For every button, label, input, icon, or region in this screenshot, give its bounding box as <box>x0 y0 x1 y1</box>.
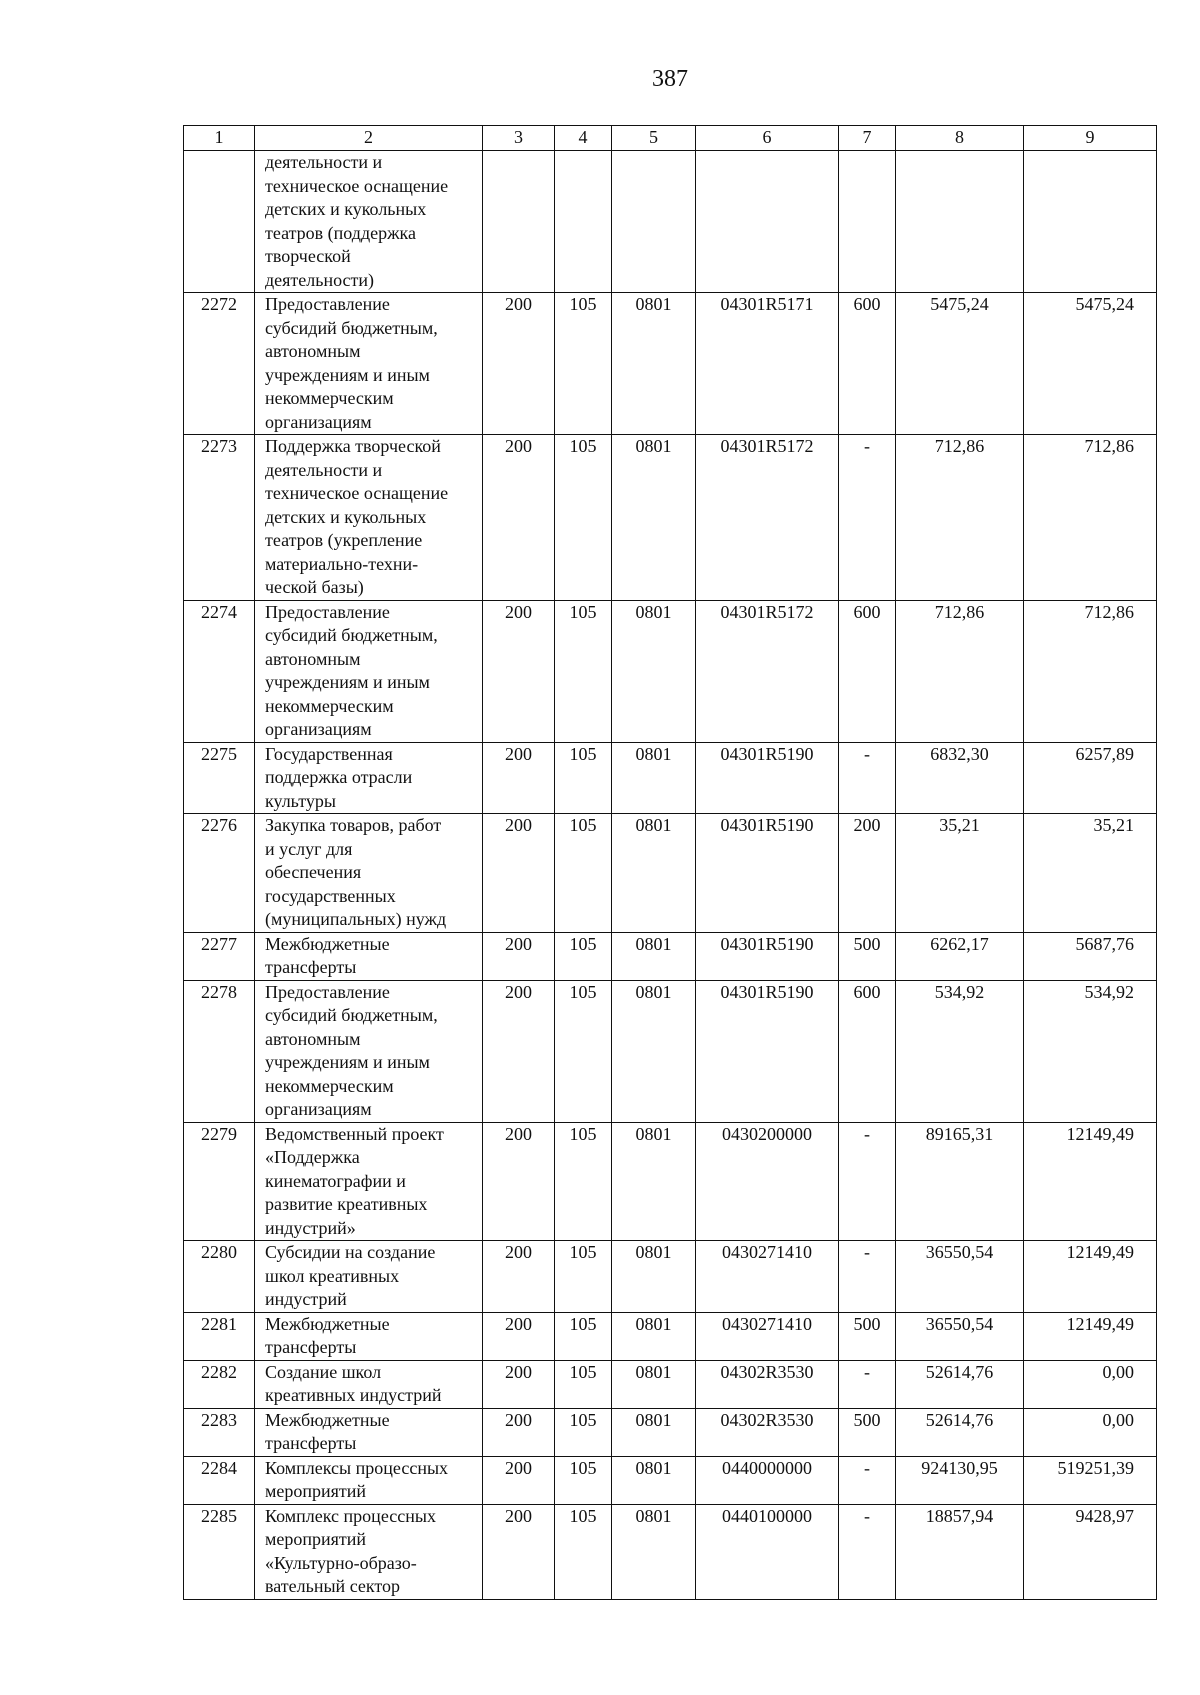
table-row <box>184 1456 1157 1504</box>
header-col-8: 8 <box>896 126 1024 151</box>
col-8-value-text: 36550,54 <box>925 1242 994 1262</box>
col-7-value <box>839 1241 896 1313</box>
row-name-text: Поддержка творческой деятельности и техническое оснащение детских и кукольных театров (укрепление материально-техни- ческой базы) <box>265 436 449 597</box>
col-3-value <box>483 980 555 1122</box>
col-6-value-text: 04301R5190 <box>720 933 814 954</box>
col-3-value <box>483 151 555 293</box>
col-9-value <box>1024 1408 1157 1456</box>
col-7-value-text: 500 <box>853 933 881 954</box>
col-8-value <box>896 1408 1024 1456</box>
col-9-value-text: 35,21 <box>1093 815 1134 835</box>
col-8-value-text: 18857,94 <box>925 1505 994 1526</box>
col-5-value-text: 0801 <box>635 1123 672 1144</box>
row-number <box>184 293 255 435</box>
col-7-value-text: - <box>864 1457 870 1478</box>
col-9-value-text: 12149,49 <box>1066 1123 1134 1144</box>
row-name-text: Комплексы процессных мероприятий <box>265 1457 449 1501</box>
col-8-value <box>896 980 1024 1122</box>
col-6-value <box>696 1241 839 1313</box>
col-6-value-text: 0430271410 <box>722 1313 812 1334</box>
col-8-value-text: 35,21 <box>939 815 980 835</box>
col-4-value <box>555 1360 612 1408</box>
col-8-value <box>896 1122 1024 1241</box>
col-4-value <box>555 980 612 1122</box>
col-9-value <box>1024 932 1157 980</box>
col-3-value-text: 200 <box>505 1242 532 1262</box>
col-7-value-text: 500 <box>853 1409 881 1430</box>
col-4-value <box>555 1408 612 1456</box>
row-number <box>184 1504 255 1599</box>
col-5-value <box>612 1312 696 1360</box>
col-5-value <box>612 435 696 601</box>
row-number-text: 2279 <box>201 1123 237 1144</box>
col-8-value <box>896 1241 1024 1313</box>
col-5-value <box>612 1504 696 1599</box>
col-3-value <box>483 435 555 601</box>
col-8-value-text: 712,86 <box>934 601 985 622</box>
row-name-text: Закупка товаров, работ и услуг для обеспечения государственных (муниципальных) нужд <box>265 815 447 929</box>
col-7-value <box>839 435 896 601</box>
row-number-text: 2281 <box>201 1313 237 1334</box>
col-4-value-text: 105 <box>569 933 597 954</box>
col-5-value-text: 0801 <box>635 1242 672 1262</box>
col-5-value-text: 0801 <box>635 601 672 622</box>
col-3-value-text: 200 <box>505 1409 532 1430</box>
col-6-value <box>696 1122 839 1241</box>
col-7-value-text: - <box>864 1242 870 1262</box>
col-9-value-text: 712,86 <box>1084 601 1134 622</box>
col-3-value <box>483 814 555 933</box>
col-8-value-text: 5475,24 <box>930 294 989 314</box>
table-row <box>184 980 1157 1122</box>
col-9-value-text: 534,92 <box>1084 981 1134 1002</box>
col-7-value <box>839 1312 896 1360</box>
col-5-value-text: 0801 <box>635 1505 672 1526</box>
row-number <box>184 1408 255 1456</box>
row-number-text: 2276 <box>201 815 237 835</box>
col-5-value-text: 0801 <box>635 1313 672 1334</box>
row-name <box>255 1456 483 1504</box>
row-number-text: 2280 <box>201 1242 237 1262</box>
col-8-value-text: 36550,54 <box>925 1313 994 1334</box>
col-4-value <box>555 293 612 435</box>
col-3-value-text: 200 <box>505 1361 532 1382</box>
col-4-value-text: 105 <box>569 1313 597 1334</box>
col-6-value <box>696 1456 839 1504</box>
col-6-value <box>696 742 839 814</box>
row-name-text: Предоставление субсидий бюджетным, автономным учреждениям и иным некоммерческим организациям <box>265 601 438 739</box>
col-6-value-text: 0440100000 <box>722 1505 812 1526</box>
table-row <box>184 1504 1157 1599</box>
col-6-value-text: 0430271410 <box>722 1242 812 1262</box>
col-5-value-text: 0801 <box>635 981 672 1002</box>
col-4-value-text: 105 <box>569 436 597 456</box>
col-9-value-text: 519251,39 <box>1057 1457 1134 1478</box>
row-name-text: Государственная поддержка отрасли культуры <box>265 743 413 811</box>
col-6-value <box>696 1360 839 1408</box>
col-4-value <box>555 742 612 814</box>
col-7-value <box>839 1456 896 1504</box>
table-row <box>184 932 1157 980</box>
col-6-value-text: 0440000000 <box>722 1457 812 1478</box>
col-5-value <box>612 742 696 814</box>
col-3-value <box>483 742 555 814</box>
row-name <box>255 932 483 980</box>
header-col-1: 1 <box>184 126 255 151</box>
col-9-value-text: 5687,76 <box>1075 933 1134 954</box>
col-7-value-text: 200 <box>853 815 881 835</box>
col-3-value <box>483 600 555 742</box>
col-3-value-text: 200 <box>505 601 532 622</box>
row-name-text: Предоставление субсидий бюджетным, автономным учреждениям и иным некоммерческим организациям <box>265 294 438 432</box>
header-col-4: 4 <box>555 126 612 151</box>
col-6-value <box>696 814 839 933</box>
col-6-value-text: 04301R5172 <box>720 601 814 622</box>
col-9-value <box>1024 435 1157 601</box>
col-7-value-text: 500 <box>853 1313 881 1334</box>
row-number <box>184 814 255 933</box>
col-5-value <box>612 600 696 742</box>
row-number <box>184 742 255 814</box>
col-4-value <box>555 435 612 601</box>
row-name-text: Предоставление субсидий бюджетным, автономным учреждениям и иным некоммерческим организациям <box>265 981 438 1119</box>
col-5-value-text: 0801 <box>635 294 672 314</box>
col-8-value <box>896 151 1024 293</box>
row-name-text: Ведомственный проект «Поддержка кинематографии и развитие креативных индустрий» <box>265 1123 444 1238</box>
col-3-value <box>483 293 555 435</box>
col-5-value-text: 0801 <box>635 933 672 954</box>
table-row <box>184 1312 1157 1360</box>
row-name-text: Межбюджетные трансферты <box>265 1313 390 1357</box>
col-6-value <box>696 932 839 980</box>
col-3-value <box>483 1360 555 1408</box>
budget-table <box>183 125 1157 1600</box>
col-6-value <box>696 1312 839 1360</box>
table-row <box>184 1408 1157 1456</box>
col-7-value-text: 600 <box>853 294 881 314</box>
col-9-value-text: 5475,24 <box>1075 294 1134 314</box>
table-row <box>184 1122 1157 1241</box>
col-4-value-text: 105 <box>569 1123 597 1144</box>
col-6-value-text: 04301R5171 <box>720 294 814 314</box>
col-4-value <box>555 1122 612 1241</box>
col-7-value <box>839 742 896 814</box>
row-name <box>255 1122 483 1241</box>
row-name <box>255 742 483 814</box>
col-5-value-text: 0801 <box>635 743 672 764</box>
col-7-value <box>839 1504 896 1599</box>
page-number: 387 <box>652 66 688 92</box>
col-8-value <box>896 1360 1024 1408</box>
row-number-text: 2275 <box>201 743 237 764</box>
table-row <box>184 600 1157 742</box>
col-7-value <box>839 600 896 742</box>
col-9-value <box>1024 1241 1157 1313</box>
row-number-text: 2274 <box>201 601 237 622</box>
col-4-value-text: 105 <box>569 743 597 764</box>
col-9-value <box>1024 742 1157 814</box>
col-7-value <box>839 151 896 293</box>
col-5-value <box>612 293 696 435</box>
col-8-value <box>896 435 1024 601</box>
col-8-value-text: 6262,17 <box>930 933 989 954</box>
row-number <box>184 1456 255 1504</box>
col-5-value-text: 0801 <box>635 1457 672 1478</box>
col-6-value <box>696 600 839 742</box>
row-name <box>255 151 483 293</box>
col-6-value-text: 0430200000 <box>722 1123 812 1144</box>
col-6-value <box>696 151 839 293</box>
col-8-value-text: 89165,31 <box>925 1123 994 1144</box>
col-8-value <box>896 293 1024 435</box>
col-3-value-text: 200 <box>505 743 532 764</box>
col-4-value-text: 105 <box>569 815 597 835</box>
table-row <box>184 435 1157 601</box>
col-4-value <box>555 151 612 293</box>
col-9-value <box>1024 600 1157 742</box>
row-name-text: деятельности и техническое оснащение детских и кукольных театров (поддержка творческой деятельности) <box>265 152 449 290</box>
header-col-5: 5 <box>612 126 696 151</box>
col-5-value <box>612 814 696 933</box>
header-col-7: 7 <box>839 126 896 151</box>
col-3-value <box>483 1241 555 1313</box>
col-9-value <box>1024 1360 1157 1408</box>
row-number-text: 2282 <box>201 1361 237 1382</box>
col-3-value <box>483 1504 555 1599</box>
header-col-3: 3 <box>483 126 555 151</box>
row-number <box>184 151 255 293</box>
col-6-value <box>696 980 839 1122</box>
col-6-value <box>696 1408 839 1456</box>
row-name <box>255 814 483 933</box>
col-4-value <box>555 1241 612 1313</box>
col-8-value <box>896 1456 1024 1504</box>
table-row <box>184 814 1157 933</box>
col-6-value <box>696 435 839 601</box>
col-3-value <box>483 1456 555 1504</box>
header-col-9: 9 <box>1024 126 1157 151</box>
table-row <box>184 742 1157 814</box>
col-4-value-text: 105 <box>569 1457 597 1478</box>
col-4-value <box>555 932 612 980</box>
col-3-value-text: 200 <box>505 1123 532 1144</box>
col-9-value <box>1024 1312 1157 1360</box>
col-9-value <box>1024 151 1157 293</box>
col-5-value <box>612 1360 696 1408</box>
row-name <box>255 435 483 601</box>
row-number-text: 2285 <box>201 1505 237 1526</box>
col-5-value-text: 0801 <box>635 815 672 835</box>
row-number <box>184 1312 255 1360</box>
col-9-value-text: 712,86 <box>1084 436 1134 456</box>
col-7-value-text: 600 <box>853 601 881 622</box>
col-7-value-text: - <box>864 743 870 764</box>
row-name-text: Межбюджетные трансферты <box>265 1409 390 1453</box>
row-name-text: Создание школ креативных индустрий <box>265 1361 442 1405</box>
row-name-text: Межбюджетные трансферты <box>265 933 390 977</box>
col-5-value-text: 0801 <box>635 436 672 456</box>
col-6-value-text: 04301R5190 <box>720 981 814 1002</box>
col-9-value <box>1024 293 1157 435</box>
table-row <box>184 1241 1157 1313</box>
row-number-text: 2272 <box>201 294 237 314</box>
col-6-value <box>696 1504 839 1599</box>
row-number-text: 2284 <box>201 1457 237 1478</box>
col-7-value <box>839 814 896 933</box>
col-8-value-text: 924130,95 <box>921 1457 998 1478</box>
col-6-value-text: 04301R5190 <box>720 815 814 835</box>
col-7-value-text: - <box>864 1123 870 1144</box>
col-8-value <box>896 1312 1024 1360</box>
row-name <box>255 1312 483 1360</box>
col-8-value <box>896 814 1024 933</box>
header-row <box>184 126 1157 151</box>
row-name <box>255 1241 483 1313</box>
col-3-value <box>483 1312 555 1360</box>
row-name-text: Субсидии на создание школ креативных индустрий <box>265 1242 436 1309</box>
row-number <box>184 932 255 980</box>
col-8-value <box>896 600 1024 742</box>
row-number <box>184 980 255 1122</box>
row-name <box>255 1504 483 1599</box>
row-number-text: 2277 <box>201 933 237 954</box>
row-number-text: 2278 <box>201 981 237 1002</box>
col-4-value <box>555 1504 612 1599</box>
row-number-text: 2273 <box>201 436 237 456</box>
col-5-value <box>612 151 696 293</box>
col-7-value <box>839 980 896 1122</box>
col-7-value <box>839 1122 896 1241</box>
col-9-value <box>1024 1122 1157 1241</box>
col-9-value <box>1024 1456 1157 1504</box>
col-3-value <box>483 932 555 980</box>
row-name <box>255 600 483 742</box>
col-5-value <box>612 1122 696 1241</box>
col-5-value <box>612 1456 696 1504</box>
col-8-value <box>896 742 1024 814</box>
col-9-value-text: 12149,49 <box>1066 1313 1134 1334</box>
col-8-value-text: 52614,76 <box>925 1361 994 1382</box>
row-name <box>255 1408 483 1456</box>
col-4-value-text: 105 <box>569 601 597 622</box>
table-body <box>184 151 1157 1600</box>
col-9-value <box>1024 980 1157 1122</box>
col-6-value-text: 04302R3530 <box>720 1361 814 1382</box>
col-6-value <box>696 293 839 435</box>
table-row <box>184 1360 1157 1408</box>
col-3-value-text: 200 <box>505 815 532 835</box>
header-col-2: 2 <box>255 126 483 151</box>
col-8-value-text: 52614,76 <box>925 1409 994 1430</box>
col-5-value <box>612 980 696 1122</box>
col-4-value <box>555 1456 612 1504</box>
col-5-value <box>612 1408 696 1456</box>
row-number <box>184 1241 255 1313</box>
col-7-value-text: - <box>864 1505 870 1526</box>
col-7-value <box>839 293 896 435</box>
col-8-value-text: 534,92 <box>934 981 985 1002</box>
col-7-value-text: 600 <box>853 981 881 1002</box>
col-4-value <box>555 600 612 742</box>
col-6-value-text: 04302R3530 <box>720 1409 814 1430</box>
col-7-value-text: - <box>864 1361 870 1382</box>
row-number <box>184 435 255 601</box>
col-5-value <box>612 932 696 980</box>
table-row <box>184 293 1157 435</box>
col-8-value-text: 712,86 <box>934 436 985 456</box>
col-4-value-text: 105 <box>569 1242 597 1262</box>
row-name <box>255 293 483 435</box>
col-5-value-text: 0801 <box>635 1361 672 1382</box>
col-5-value <box>612 1241 696 1313</box>
row-number <box>184 1122 255 1241</box>
col-9-value-text: 12149,49 <box>1066 1242 1134 1262</box>
col-4-value-text: 105 <box>569 294 597 314</box>
col-4-value-text: 105 <box>569 981 597 1002</box>
row-number <box>184 600 255 742</box>
row-name-text: Комплекс процессных мероприятий «Культурно-образо- вательный сектор <box>265 1505 436 1596</box>
col-3-value-text: 200 <box>505 1457 532 1478</box>
col-4-value-text: 105 <box>569 1505 597 1526</box>
col-7-value <box>839 1360 896 1408</box>
col-9-value-text: 0,00 <box>1102 1409 1134 1430</box>
col-4-value <box>555 814 612 933</box>
col-6-value-text: 04301R5172 <box>720 436 814 456</box>
col-6-value-text: 04301R5190 <box>720 743 814 764</box>
col-3-value-text: 200 <box>505 294 532 314</box>
col-3-value-text: 200 <box>505 1313 532 1334</box>
col-9-value <box>1024 1504 1157 1599</box>
col-4-value-text: 105 <box>569 1409 597 1430</box>
table-row <box>184 151 1157 293</box>
col-9-value-text: 0,00 <box>1102 1361 1134 1382</box>
col-4-value <box>555 1312 612 1360</box>
col-9-value-text: 6257,89 <box>1075 743 1134 764</box>
col-3-value-text: 200 <box>505 1505 532 1526</box>
col-3-value-text: 200 <box>505 933 532 954</box>
col-3-value <box>483 1122 555 1241</box>
col-9-value-text: 9428,97 <box>1075 1505 1134 1526</box>
header-col-6: 6 <box>696 126 839 151</box>
col-9-value <box>1024 814 1157 933</box>
col-8-value <box>896 932 1024 980</box>
col-7-value <box>839 932 896 980</box>
col-3-value-text: 200 <box>505 436 532 456</box>
col-4-value-text: 105 <box>569 1361 597 1382</box>
col-7-value <box>839 1408 896 1456</box>
col-8-value-text: 6832,30 <box>930 743 989 764</box>
col-3-value-text: 200 <box>505 981 532 1002</box>
col-8-value <box>896 1504 1024 1599</box>
col-5-value-text: 0801 <box>635 1409 672 1430</box>
row-number-text: 2283 <box>201 1409 237 1430</box>
row-number <box>184 1360 255 1408</box>
row-name <box>255 1360 483 1408</box>
col-7-value-text: - <box>864 436 870 456</box>
col-3-value <box>483 1408 555 1456</box>
row-name <box>255 980 483 1122</box>
